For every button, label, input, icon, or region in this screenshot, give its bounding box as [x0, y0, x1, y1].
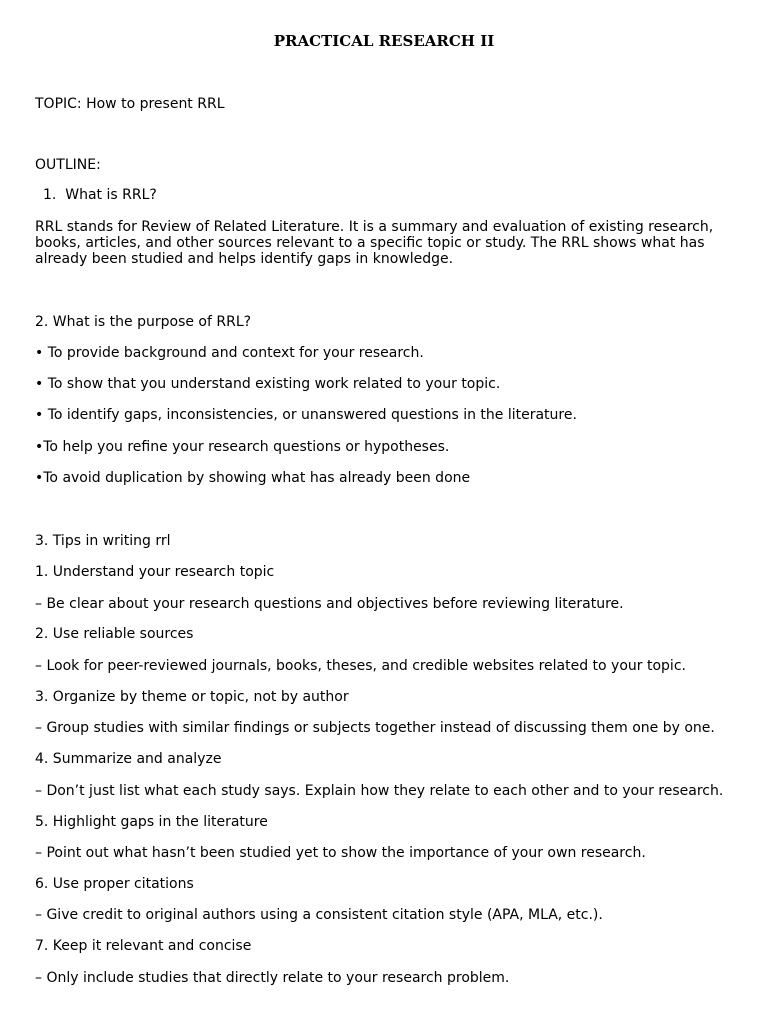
tip-detail: – Look for peer-reviewed journals, books, theses, and credible websites related to your topic. — [35, 658, 686, 674]
tip-title: 2. Use reliable sources — [35, 626, 194, 642]
outline-heading: OUTLINE: — [35, 157, 101, 173]
tip-detail: – Group studies with similar findings or subjects together instead of discussing them one by one. — [35, 720, 715, 736]
tip-title: 1. Understand your research topic — [35, 564, 275, 580]
purpose-heading: 2. What is the purpose of RRL? — [35, 314, 252, 330]
outline-item-number: 1. — [43, 187, 57, 203]
topic-line: TOPIC: How to present RRL — [35, 96, 225, 112]
purpose-bullet: • To provide background and context for your research. — [35, 345, 424, 361]
purpose-bullet: • To show that you understand existing work related to your topic. — [35, 376, 501, 392]
purpose-bullet: •To help you refine your research questions or hypotheses. — [35, 439, 450, 455]
tip-title: 5. Highlight gaps in the literature — [35, 814, 268, 830]
purpose-bullet: • To identify gaps, inconsistencies, or unanswered questions in the literature. — [35, 407, 577, 423]
rrl-definition-paragraph: RRL stands for Review of Related Literature. It is a summary and evaluation of existing research, books, articles, and other sources relevant to a specific topic or study. The RRL shows what has already been studied and helps identify gaps in knowledge. — [35, 219, 714, 267]
tip-detail: – Give credit to original authors using a consistent citation style (APA, MLA, etc.). — [35, 907, 603, 923]
outline-item-1 — [43, 187, 157, 203]
purpose-bullet: •To avoid duplication by showing what has already been done — [35, 470, 471, 486]
outline-item-heading: What is RRL? — [65, 187, 157, 203]
tip-title: 7. Keep it relevant and concise — [35, 938, 252, 954]
tip-detail: – Be clear about your research questions and objectives before reviewing literature. — [35, 596, 624, 612]
tip-detail: – Only include studies that directly relate to your research problem. — [35, 970, 510, 986]
document-title: PRACTICAL RESEARCH II — [273, 32, 495, 50]
tip-detail: – Don’t just list what each study says. Explain how they relate to each other and to your research. — [35, 783, 724, 799]
tip-title: 3. Organize by theme or topic, not by author — [35, 689, 349, 705]
tip-title: 4. Summarize and analyze — [35, 751, 222, 767]
tip-detail: – Point out what hasn’t been studied yet to show the importance of your own research. — [35, 845, 646, 861]
tips-heading: 3. Tips in writing rrl — [35, 533, 171, 549]
tip-title: 6. Use proper citations — [35, 876, 194, 892]
